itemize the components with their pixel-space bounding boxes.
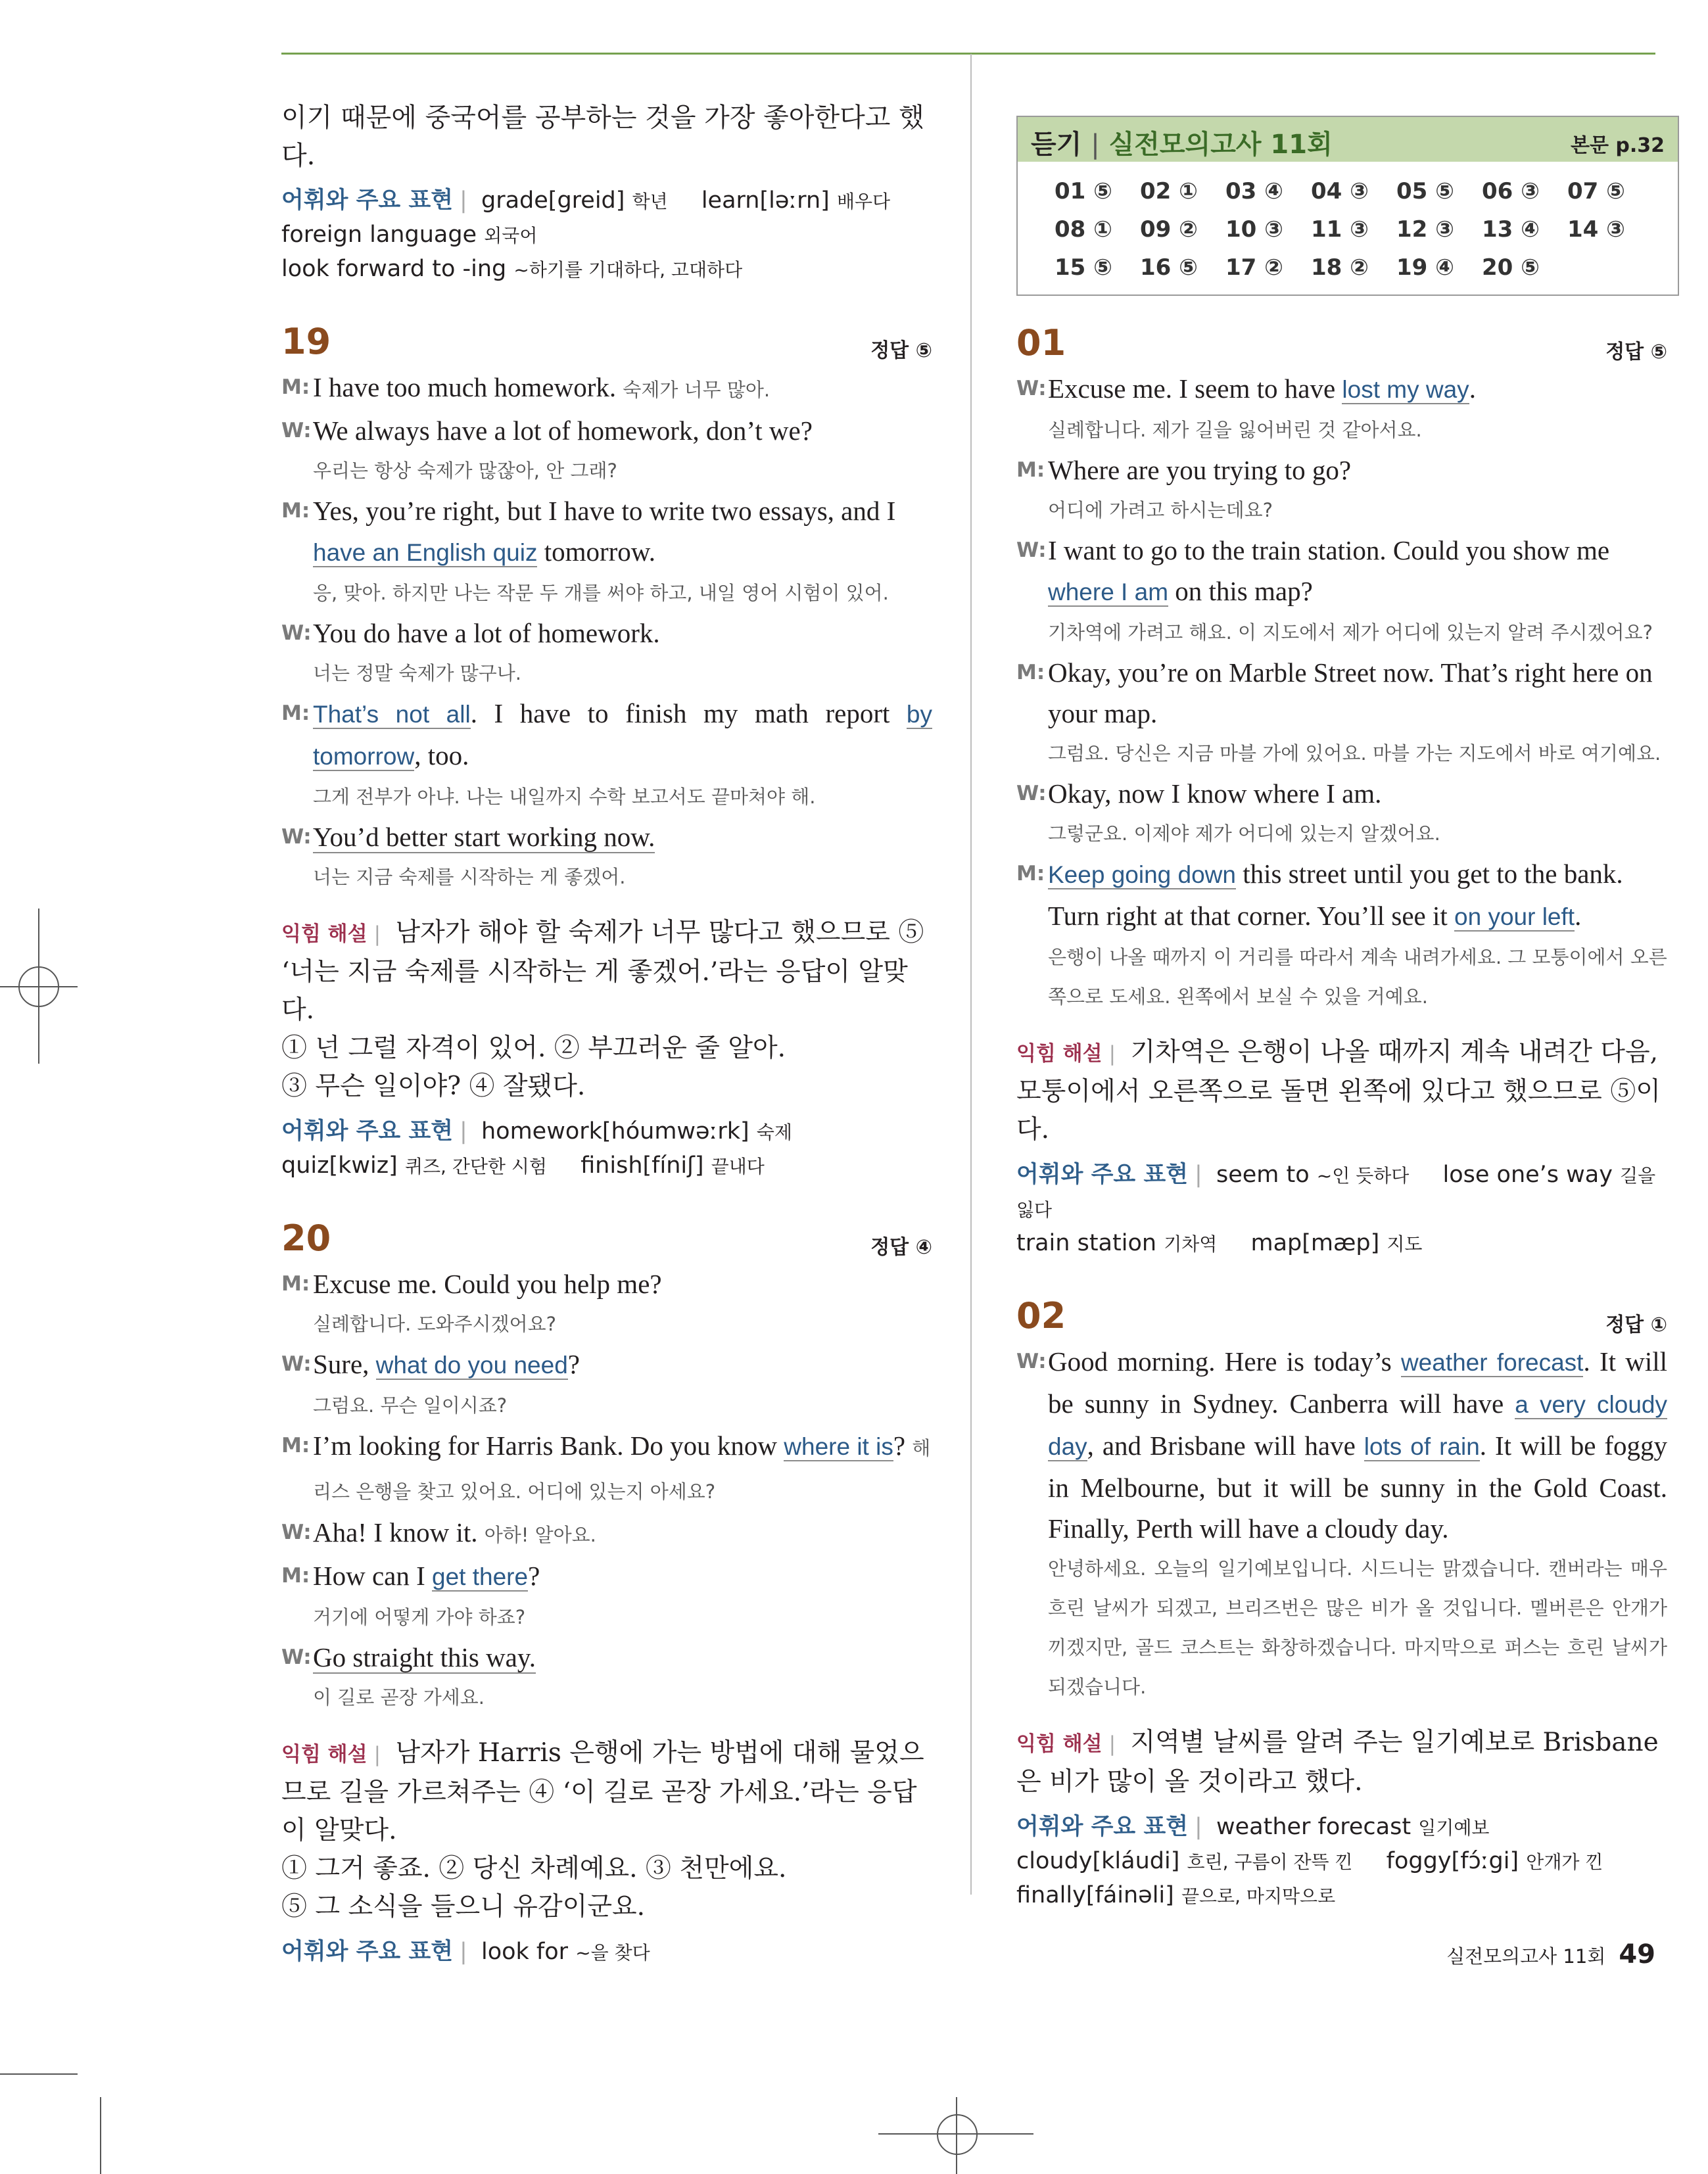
dictation-blank: lots of rain [1364, 1433, 1480, 1460]
answer-cell: 08 ① [1055, 216, 1112, 243]
dialogue-line: M: Okay, you’re on Marble Street now. That’s right here on your map. [1016, 652, 1667, 734]
answer-cell: 09 ② [1140, 216, 1198, 243]
speaker-label: W: [281, 1645, 312, 1669]
dictation-blank: on your left [1454, 903, 1575, 930]
dictation-blank: lost my way [1342, 376, 1469, 403]
vocab-item: learn[ləːrn] 배우다 [701, 187, 891, 214]
translation: 기차역에 가려고 해요. 이 지도에서 제가 어디에 있는지 알려 주시겠어요? [1048, 621, 1653, 644]
answer-cell: 12 ③ [1396, 216, 1454, 243]
dialogue-line: W: Aha! I know it. 아하! 알아요. [281, 1512, 932, 1555]
vocab-item: foreign language 외국어 [281, 222, 538, 248]
translation: 그렇군요. 이제야 제가 어디에 있는지 알겠어요. [1048, 822, 1440, 845]
translation: 숙제가 너무 많아. [623, 379, 771, 401]
dialogue-line: M: Excuse me. Could you help me? [281, 1264, 932, 1304]
explanation: 익힘 해설 | 남자가 Harris 은행에 가는 방법에 대해 물었으므로 길을 가르쳐주는 ④ ‘이 길로 곧장 가세요.’라는 응답이 알맞다. ① 그거 좋죠. ② 당신 차례예요. ③ 천만에요. ⑤ 그 소식을 들으니 유감이군요. [281, 1738, 924, 1922]
answer-cell: 19 ④ [1396, 254, 1454, 281]
intro-text: 이기 때문에 중국어를 공부하는 것을 가장 좋아한다고 했다. [281, 103, 924, 171]
explanation-tag: 익힘 해설 [1016, 1732, 1103, 1756]
explanation: 익힘 해설 | 지역별 날씨를 알려 주는 일기예보로 Brisbane은 비가 많이 올 것이라고 했다. [1016, 1728, 1659, 1797]
vocab-item: seem to ~인 듯하다 [1216, 1162, 1410, 1188]
dialogue-line: M: How can I get there? [281, 1555, 932, 1597]
dialogue-line: W: You do have a lot of homework. [281, 613, 932, 653]
vocab-item: finish[fíniʃ] 끝내다 [581, 1152, 765, 1179]
tag-separator: | [460, 187, 467, 214]
question-number: 20 [281, 1217, 331, 1259]
vocab-item: cloudy[kláudi] 흐린, 구름이 잔뜩 낀 [1016, 1848, 1353, 1874]
translation: 실례합니다. 제가 길을 잃어버린 것 같아서요. [1048, 419, 1422, 441]
speaker-label: M: [1016, 862, 1045, 886]
answer-cell: 17 ② [1225, 254, 1283, 281]
explanation-options: ① 넌 그럴 자격이 있어. ② 부끄러운 줄 알아. [281, 1033, 786, 1063]
vocab-item: quiz[kwiz] 퀴즈, 간단한 시험 [281, 1152, 547, 1179]
dictation-blank: what do you need [375, 1352, 568, 1379]
answer-key-box-header [1018, 117, 1678, 162]
translation: 그럼요. 무슨 일이시죠? [313, 1394, 508, 1417]
translation: 너는 지금 숙제를 시작하는 게 좋겠어. [313, 866, 626, 888]
speaker-label: W: [281, 825, 312, 849]
right-column [1016, 99, 1667, 1913]
speaker-label: W: [281, 419, 312, 442]
dictation-blank: That’s not all [313, 701, 471, 728]
speaker-label: M: [281, 375, 310, 399]
question-header-01 [1016, 322, 1667, 368]
speaker-label: M: [281, 499, 310, 523]
dialogue-line: W: You’d better start working now. [281, 816, 932, 857]
question-header-02 [1016, 1295, 1667, 1341]
vocab-tag: 어휘와 주요 표현 [281, 1939, 454, 1965]
dictation-blank: where it is [784, 1433, 893, 1460]
answer-key: 정답 ① [1605, 1313, 1667, 1336]
vocab-tag: 어휘와 주요 표현 [1016, 1162, 1189, 1188]
answer-cell: 04 ③ [1311, 178, 1369, 204]
dialogue-line: W: Sure, what do you need? [281, 1344, 932, 1386]
dialogue-line: W: Excuse me. I seem to have lost my way. [1016, 368, 1667, 410]
column-divider [970, 54, 972, 1895]
question-number: 02 [1016, 1295, 1066, 1336]
speaker-label: W: [1016, 538, 1047, 562]
vocab-section-top [281, 184, 932, 287]
page-number: 49 [1619, 1939, 1655, 1970]
vocab-tag: 어휘와 주요 표현 [281, 187, 454, 214]
dialogue-line: W: Okay, now I know where I am. [1016, 773, 1667, 814]
answer-cell: 06 ③ [1482, 178, 1540, 204]
question-number: 01 [1016, 322, 1066, 364]
page-footer [1446, 1939, 1655, 1970]
answer-key-box [1016, 116, 1679, 296]
translation: 거기에 어떻게 가야 하죠? [313, 1606, 526, 1628]
dictation-blank: weather forecast [1400, 1349, 1584, 1376]
explanation-options: ③ 무슨 일이야? ④ 잘됐다. [281, 1072, 586, 1101]
vocab-tag: 어휘와 주요 표현 [1016, 1814, 1189, 1840]
explanation-tag: 익힘 해설 [281, 922, 368, 946]
answer-cell: 10 ③ [1225, 216, 1283, 243]
answer-cell: 03 ④ [1225, 178, 1283, 204]
answer-cell: 20 ⑤ [1482, 254, 1540, 281]
dialogue-line: W: I want to go to the train station. Could you show me where I am on this map? [1016, 530, 1667, 613]
translation: 실례합니다. 도와주시겠어요? [313, 1313, 556, 1335]
dialogue-line: W: We always have a lot of homework, don’t we? [281, 410, 932, 451]
translation: 은행이 나올 때까지 이 거리를 따라서 계속 내려가세요. 그 모퉁이에서 오른쪽으로 도세요. 왼쪽에서 보실 수 있을 거예요. [1048, 946, 1667, 1008]
answer-cell: 02 ① [1140, 178, 1198, 204]
dialogue-line: W: Go straight this way. [281, 1637, 932, 1678]
speaker-label: W: [1016, 1350, 1047, 1373]
speaker-label: M: [281, 1272, 310, 1296]
speaker-label: W: [1016, 377, 1047, 400]
vocab-section: 어휘와 주요 표현 | homework[hóumwəːrk] 숙제 quiz[kwiz] 퀴즈, 간단한 시험 finish[fíniʃ] 끝내다 [281, 1118, 792, 1179]
vocab-item: train station 기차역 [1016, 1230, 1218, 1256]
vocab-item: weather forecast 일기예보 [1216, 1814, 1490, 1840]
answer-cell: 18 ② [1311, 254, 1369, 281]
answer-key: 정답 ⑤ [870, 339, 932, 362]
dictation-blank: where I am [1048, 579, 1169, 605]
dialogue-line: M: That’s not all. I have to finish my math report by tomorrow, too. [281, 693, 932, 777]
dictation-blank: have an English quiz [313, 539, 538, 566]
translation: 응, 맞아. 하지만 나는 작문 두 개를 써야 하고, 내일 영어 시험이 있어. [313, 582, 889, 604]
dictation-blank: Keep going down [1048, 861, 1236, 888]
answer-cell: 13 ④ [1482, 216, 1540, 243]
question-header-19 [281, 321, 932, 367]
dialogue-line: M: Where are you trying to go? [1016, 450, 1667, 490]
translation: 그럼요. 당신은 지금 마블 가에 있어요. 마블 가는 지도에서 바로 여기예요. [1048, 742, 1661, 765]
answer-cell: 15 ⑤ [1055, 254, 1112, 281]
answer-key: 정답 ④ [870, 1236, 932, 1259]
question-number: 19 [281, 321, 331, 362]
vocab-item: look forward to -ing ~하기를 기대하다, 고대하다 [281, 256, 743, 282]
crop-mark-bottom-left-v [100, 2097, 101, 2174]
explanation-tag: 익힘 해설 [1016, 1042, 1103, 1066]
dialogue-line: M: Keep going down this street until you get to the bank. Turn right at that corner. You’ll see it on your left. [1016, 853, 1667, 937]
vocab-item: map[mæp] 지도 [1250, 1230, 1423, 1256]
translation: 그게 전부가 아냐. 나는 내일까지 수학 보고서도 끝마쳐야 해. [313, 786, 816, 808]
dictation-blank: a very cloudy day [1048, 1391, 1667, 1460]
speaker-label: M: [281, 1434, 310, 1457]
speaker-label: M: [1016, 458, 1045, 482]
dialogue-line: M: I’m looking for Harris Bank. Do you know where it is? 해리스 은행을 찾고 있어요. 어디에 있는지 아세요? [281, 1425, 932, 1512]
left-column [281, 99, 932, 1970]
explanation: 익힘 해설 | 기차역은 은행이 나올 때까지 계속 내려간 다음, 모퉁이에서 오른쪽으로 돌면 왼쪽에 있다고 했으므로 ⑤이다. [1016, 1037, 1661, 1145]
vocab-item: look for ~을 찾다 [481, 1939, 650, 1965]
dialogue-line: M: I have too much homework. 숙제가 너무 많아. [281, 367, 932, 410]
crop-mark-left-circle [18, 966, 59, 1007]
vocab-item: homework[hóumwəːrk] 숙제 [481, 1118, 792, 1145]
box-title: 듣기 | 실전모의고사 11회 [1031, 130, 1333, 160]
translation: 우리는 항상 숙제가 많잖아, 안 그래? [313, 460, 617, 482]
speaker-label: W: [1016, 782, 1047, 805]
explanation-options: ⑤ 그 소식을 들으니 유감이군요. [281, 1892, 646, 1922]
answer-cell: 01 ⑤ [1055, 178, 1112, 204]
crop-mark-bottom-circle [937, 2114, 978, 2155]
vocab-tag: 어휘와 주요 표현 [281, 1118, 454, 1145]
vocab-section: 어휘와 주요 표현 | weather forecast 일기예보 cloudy[kláudi] 흐린, 구름이 잔뜩 낀 foggy[fɔ́ːgi] 안개가 낀 finally[fáinəli] 끝으로, 마지막으로 [1016, 1814, 1603, 1908]
vocab-item: lose one’s way 길을 잃다 [1016, 1162, 1656, 1221]
top-rule [281, 53, 1655, 55]
dialogue-line: M: Yes, you’re right, but I have to write two essays, and I have an English quiz tomorrow. [281, 490, 932, 573]
speaker-label: M: [1016, 661, 1045, 684]
answer-grid [1018, 162, 1678, 295]
answer-cell: 14 ③ [1567, 216, 1625, 243]
translation: 이 길로 곧장 가세요. [313, 1686, 485, 1709]
answer-cell: 11 ③ [1311, 216, 1369, 243]
vocab-item: finally[fáinəli] 끝으로, 마지막으로 [1016, 1882, 1336, 1908]
speaker-label: W: [281, 621, 312, 645]
speaker-label: W: [281, 1521, 312, 1544]
crop-mark-bottom-left-h [0, 2073, 78, 2075]
answer-cell: 07 ⑤ [1567, 178, 1625, 204]
answer-key: 정답 ⑤ [1605, 341, 1667, 364]
answer-cell: 05 ⑤ [1396, 178, 1454, 204]
explanation-options: ① 그거 좋죠. ② 당신 차례예요. ③ 천만에요. [281, 1854, 787, 1883]
vocab-section: 어휘와 주요 표현 | look for ~을 찾다 [281, 1939, 650, 1965]
explanation-tag: 익힘 해설 [281, 1743, 368, 1766]
footer-label: 실전모의고사 11회 [1446, 1945, 1606, 1968]
page-reference: 본문 p.32 [1570, 134, 1665, 157]
translation: 너는 정말 숙제가 많구나. [313, 662, 522, 684]
translation: 안녕하세요. 오늘의 일기예보입니다. 시드니는 맑겠습니다. 캔버라는 매우 흐린 날씨가 되겠고, 브리즈번은 많은 비가 올 것입니다. 멜버른은 안개가 끼겠지만, 골드 코스트는 화창하겠습니다. 마지막으로 퍼스는 흐린 날씨가 되겠습니다. [1048, 1557, 1667, 1698]
vocab-item: grade[greid] 학년 [481, 187, 668, 214]
dictation-blank: by tomorrow [313, 701, 932, 770]
translation: 어디에 가려고 하시는데요? [1048, 499, 1273, 521]
question-header-20 [281, 1217, 932, 1264]
dictation-blank: get there [432, 1563, 529, 1590]
speaker-label: W: [281, 1352, 312, 1376]
speaker-label: M: [281, 701, 310, 725]
speaker-label: M: [281, 1564, 310, 1588]
translation: 해리스 은행을 찾고 있어요. 어디에 있는지 아세요? [313, 1437, 931, 1503]
dialogue-line: W: Good morning. Here is today’s weather forecast. It will be sunny in Sydney. Canberra will have a very cloudy day, and Brisbane will have lots of rain. It will be foggy in Melbourne, but it will be sunny in the Gold Coast. Finally, Perth will have a cloudy day. [1016, 1341, 1667, 1549]
translation: 아하! 알아요. [484, 1524, 596, 1546]
vocab-section: 어휘와 주요 표현 | seem to ~인 듯하다 lose one’s way 길을 잃다 train station 기차역 map[mæp] 지도 [1016, 1162, 1656, 1256]
vocab-item: foggy[fɔ́ːgi] 안개가 낀 [1386, 1848, 1603, 1874]
answer-cell: 16 ⑤ [1140, 254, 1198, 281]
explanation: 익힘 해설 | 남자가 해야 할 숙제가 너무 많다고 했으므로 ⑤ ‘너는 지금 숙제를 시작하는 게 좋겠어.’라는 응답이 알맞다. ① 넌 그럴 자격이 있어. ② 부끄러운 줄 알아. ③ 무슨 일이야? ④ 잘됐다. [281, 918, 924, 1101]
